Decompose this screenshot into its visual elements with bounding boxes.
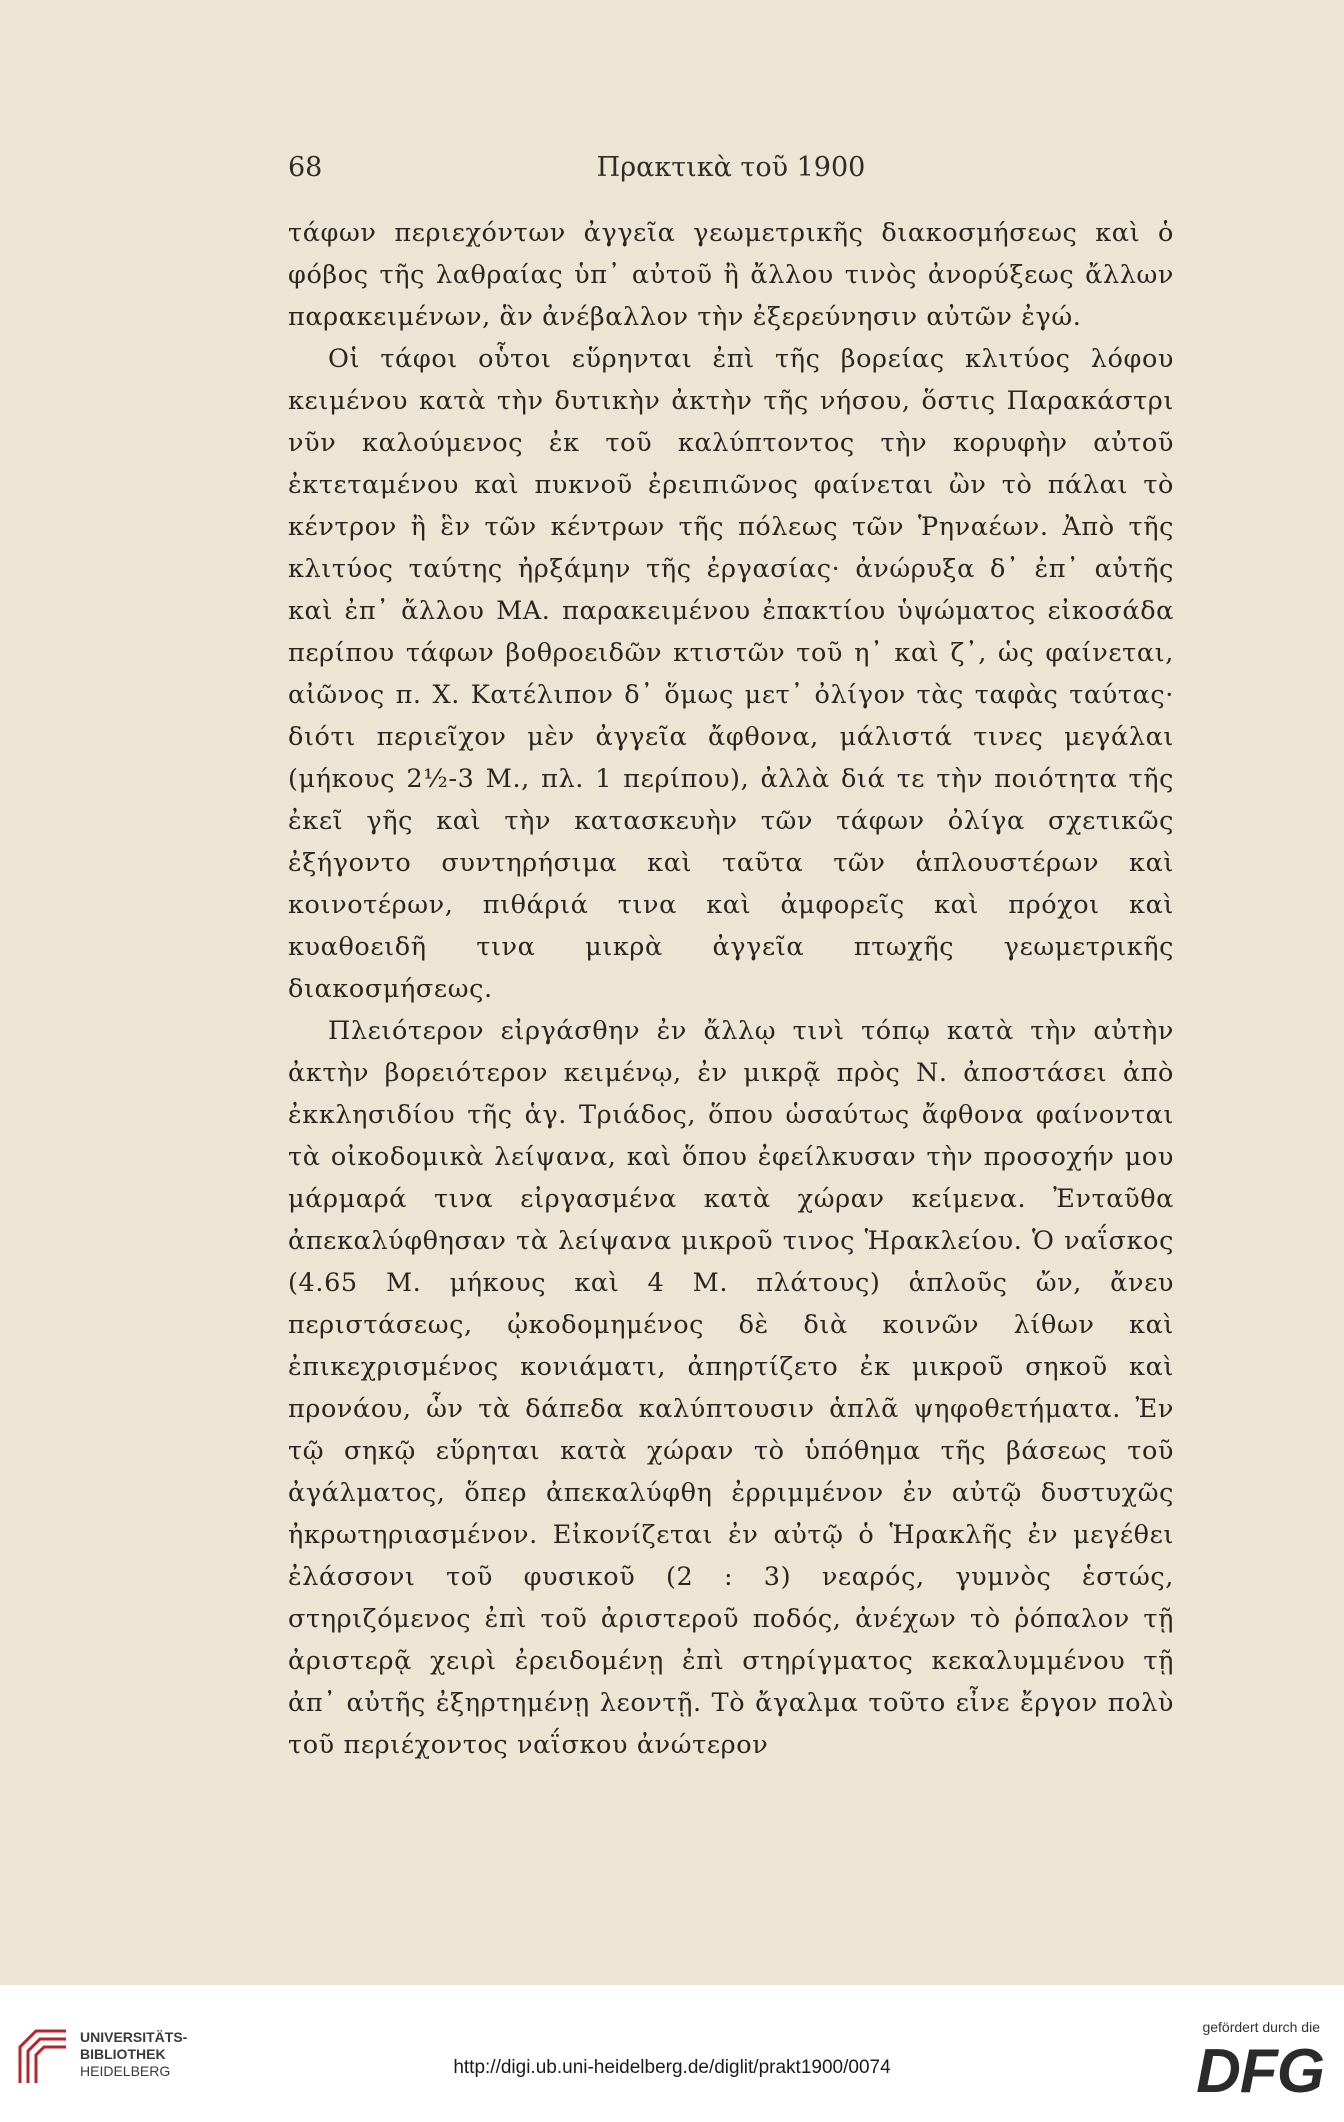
university-library-logo-icon <box>14 2025 72 2087</box>
institution-line: UNIVERSITÄTS- <box>80 2029 188 2045</box>
paragraph: τάφων περιεχόντων ἀγγεῖα γεωμετρικῆς διακοσμήσεως καὶ ὁ φόβος τῆς λαθραίας ὑπ᾽ αὐτοῦ ἢ ἄλλου τινὸς ἀνορύξεως ἄλλων παρακειμένων, ἃν ἀνέβαλλον τὴν ἐξερεύνησιν αὐτῶν ἐγώ. <box>288 218 1174 332</box>
paragraph: Οἱ τάφοι οὗτοι εὕρηνται ἐπὶ τῆς βορείας κλιτύος λόφου κειμένου κατὰ τὴν δυτικὴν ἀκτὴν τῆς νήσου, ὅστις Παρακάστρι νῦν καλούμενος ἐκ τοῦ καλύπτοντος τὴν κορυφὴν αὐτοῦ ἐκτεταμένου καὶ πυκνοῦ ἐρειπιῶνος φαίνεται ὢν τὸ πάλαι τὸ κέντρον ἢ ἓν τῶν κέντρων τῆς πόλεως τῶν Ῥηναέων. Ἀπὸ τῆς κλιτύος ταύτης ἠρξάμην τῆς ἐργασίας· ἀνώρυξα δ᾽ ἐπ᾽ αὐτῆς καὶ ἐπ᾽ ἄλλου ΜΑ. παρακειμένου ἐπακτίου ὑψώματος εἰκοσάδα περίπου τάφων βοθροειδῶν κτιστῶν τοῦ η᾽ καὶ ζ᾽, ὡς φαίνεται, αἰῶνος π. Χ. Κατέλιπον δ᾽ ὅμως μετ᾽ ὀλίγον τὰς ταφὰς ταύτας· διότι περιεῖχον μὲν ἀγγεῖα ἄφθονα, μάλιστά τινες μεγάλαι (μήκους 2½-3 Μ., πλ. 1 περίπου), ἀλλὰ διά τε τὴν ποιότητα τῆς ἐκεῖ γῆς καὶ τὴν κατασκευὴν τῶν τάφων ὀλίγα σχετικῶς ἐξήγοντο συντηρήσιμα καὶ ταῦτα τῶν ἁπλουστέρων καὶ κοινοτέρων, πιθάριά τινα καὶ ἀμφορεῖς καὶ πρόχοι καὶ κυαθοειδῆ τινα μικρὰ ἀγγεῖα πτωχῆς γεωμετρικῆς διακοσμήσεως. <box>288 344 1174 1004</box>
institution-name <box>80 2029 220 2080</box>
funded-by-label: gefördert durch die <box>1202 2019 1320 2035</box>
page-number: 68 <box>288 152 323 183</box>
institution-line: BIBLIOTHEK <box>80 2046 166 2062</box>
permalink-url[interactable]: http://digi.ub.uni-heidelberg.de/diglit/prakt1900/0074 <box>453 2057 891 2078</box>
body-text <box>288 212 1174 1766</box>
dfg-logo: DFG <box>1196 2037 1324 2106</box>
footer-bar <box>0 1985 1344 2122</box>
institution-line: HEIDELBERG <box>80 2063 171 2079</box>
running-title: Πρακτικὰ τοῦ 1900 <box>596 152 866 183</box>
paragraph: Πλειότερον εἰργάσθην ἐν ἄλλῳ τινὶ τόπῳ κατὰ τὴν αὐτὴν ἀκτὴν βορειότερον κειμένῳ, ἐν μικρᾷ πρὸς Ν. ἀποστάσει ἀπὸ ἐκκλησιδίου τῆς ἁγ. Τριάδος, ὅπου ὡσαύτως ἄφθονα φαίνονται τὰ οἰκοδομικὰ λείψανα, καὶ ὅπου ἐφείλκυσαν τὴν προσοχήν μου μάρμαρά τινα εἰργασμένα κατὰ χώραν κείμενα. Ἐνταῦθα ἀπεκαλύφθησαν τὰ λείψανα μικροῦ τινος Ἡρακλείου. Ὁ ναΐσκος (4.65 Μ. μήκους καὶ 4 Μ. πλάτους) ἁπλοῦς ὤν, ἄνευ περιστάσεως, ᾠκοδομημένος δὲ διὰ κοινῶν λίθων καὶ ἐπικεχρισμένος κονιάματι, ἀπηρτίζετο ἐκ μικροῦ σηκοῦ καὶ προνάου, ὧν τὰ δάπεδα καλύπτουσιν ἁπλᾶ ψηφοθετήματα. Ἐν τῷ σηκῷ εὕρηται κατὰ χώραν τὸ ὑπόθημα τῆς βάσεως τοῦ ἀγάλματος, ὅπερ ἀπεκαλύφθη ἐρριμμένον ἐν αὐτῷ δυστυχῶς ἠκρωτηριασμένον. Εἰκονίζεται ἐν αὐτῷ ὁ Ἡρακλῆς ἐν μεγέθει ἐλάσσονι τοῦ φυσικοῦ (2 : 3) νεαρός, γυμνὸς ἑστώς, στηριζόμενος ἐπὶ τοῦ ἀριστεροῦ ποδός, ἀνέχων τὸ ῥόπαλον τῇ ἀριστερᾷ χειρὶ ἐρειδομένῃ ἐπὶ στηρίγματος κεκαλυμμένου τῇ ἀπ᾽ αὐτῆς ἐξηρτημένῃ λεοντῇ. Τὸ ἄγαλμα τοῦτο εἶνε ἔργον πολὺ τοῦ περιέχοντος ναΐσκου ἀνώτερον <box>288 1016 1174 1760</box>
page-header <box>288 152 1174 192</box>
